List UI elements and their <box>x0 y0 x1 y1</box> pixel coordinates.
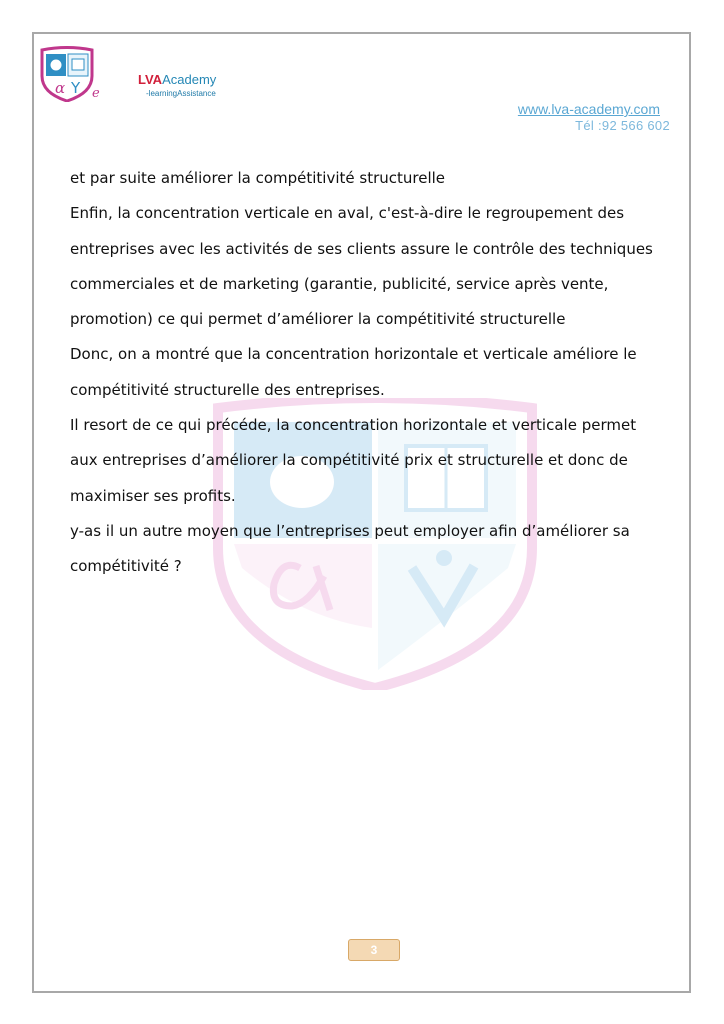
text-line: Il resort de ce qui précéde, la concentration horizontale et verticale permet <box>70 416 637 435</box>
text-line: y-as il un autre moyen que l’entreprises peut employer afin d’améliorer sa <box>70 521 630 540</box>
text-line: entreprises avec les activités de ses clients assure le contrôle des techniques <box>70 239 653 258</box>
brand-secondary: Academy <box>162 72 217 87</box>
body-text <box>70 164 680 588</box>
phone-number: Tél :92 566 602 <box>575 118 670 133</box>
logo-subscript: e <box>92 86 100 101</box>
text-line: commerciales et de marketing (garantie, publicité, service après vente, <box>70 274 609 293</box>
brand-name <box>138 72 216 88</box>
text-line: aux entreprises d’améliorer la compétitivité prix et structurelle et donc de <box>70 451 628 470</box>
website-link[interactable]: www.lva-academy.com <box>517 101 660 117</box>
page-number: 3 <box>348 939 400 961</box>
svg-text:α: α <box>55 79 66 97</box>
brand-primary: LVA <box>138 72 163 87</box>
text-line: compétitivité ? <box>70 557 182 576</box>
lva-academy-logo <box>36 46 98 102</box>
text-line: et par suite améliorer la compétitivité structurelle <box>70 169 446 187</box>
brand-tagline: -learningAssistance <box>146 89 216 98</box>
svg-text:Y: Y <box>71 79 81 97</box>
text-line: Enfin, la concentration verticale en aval, c'est-à-dire le regroupement des <box>70 204 625 223</box>
text-line: maximiser ses profits. <box>70 486 236 505</box>
text-line: compétitivité structurelle des entreprises. <box>70 380 385 399</box>
text-line: promotion) ce qui permet d’améliorer la compétitivité structurelle <box>70 310 566 329</box>
text-line: Donc, on a montré que la concentration horizontale et verticale améliore le <box>70 345 637 364</box>
